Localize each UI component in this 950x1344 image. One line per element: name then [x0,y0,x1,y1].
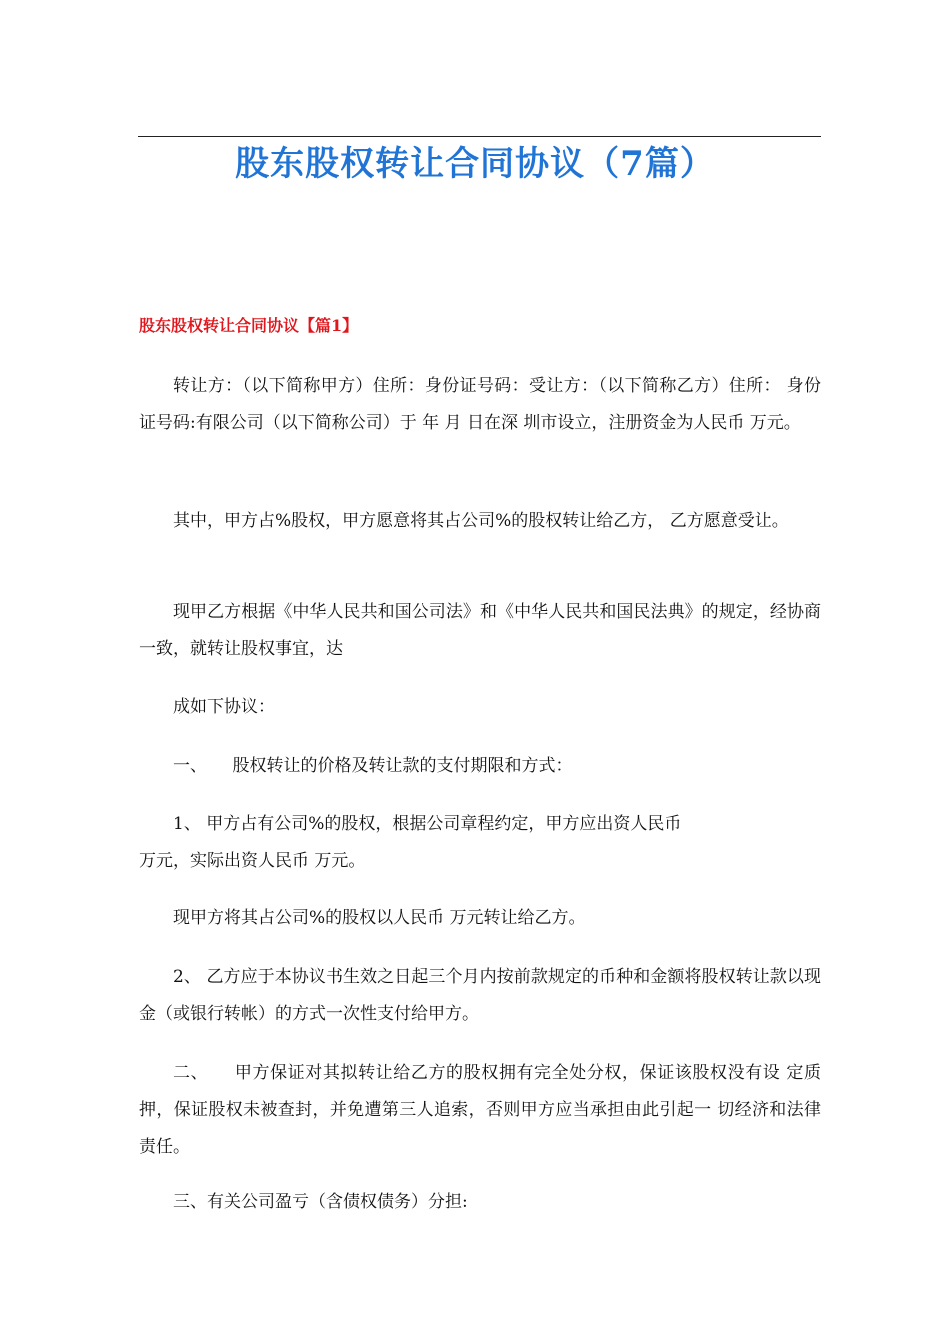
clause-1-item-1: 1、 甲方占有公司%的股权，根据公司章程约定，甲方应出资人民币 [173,814,682,834]
clause-3-heading: 三、有关公司盈亏（含债权债务）分担: [173,1192,468,1212]
clause-1-transfer: 现甲方将其占公司%的股权以人民币 万元转让给乙方。 [173,908,586,928]
document-title: 股东股权转让合同协议（7篇） [235,144,715,184]
paragraph-agreement-intro: 成如下协议： [173,697,275,717]
paragraph-parties: 转让方：（以下简称甲方）住所：身份证号码：受让方：（以下简称乙方）住所： 身份证号码:有限公司（以下简称公司）于 年 月 日在深 圳市设立，注册资金为人民币 万元。 [139,376,821,433]
paragraph-legal-basis: 现甲乙方根据《中华人民共和国公司法》和《中华人民共和国民法典》的规定，经协商一致，就转让股权事宜，达 [139,602,821,659]
clause-2: 二、 甲方保证对其拟转让给乙方的股权拥有完全处分权，保证该股权没有设 定质押，保证股权未被查封，并免遭第三人追索，否则甲方应当承担由此引起一 切经济和法律责任。 [139,1063,821,1157]
clause-1-item-2: 2、 乙方应于本协议书生效之日起三个月内按前款规定的币种和金额将股权转让款以现金（或银行转帐）的方式一次性支付给甲方。 [139,967,821,1024]
title-rule [138,136,821,137]
section-heading: 股东股权转让合同协议【篇1】 [139,316,359,335]
paragraph-share-ratio: 其中，甲方占%股权，甲方愿意将其占公司%的股权转让给乙方， 乙方愿意受让。 [173,511,789,531]
clause-1-item-1-cont: 万元，实际出资人民币 万元。 [139,851,366,871]
clause-1-heading: 一、 股权转让的价格及转让款的支付期限和方式： [173,756,573,776]
